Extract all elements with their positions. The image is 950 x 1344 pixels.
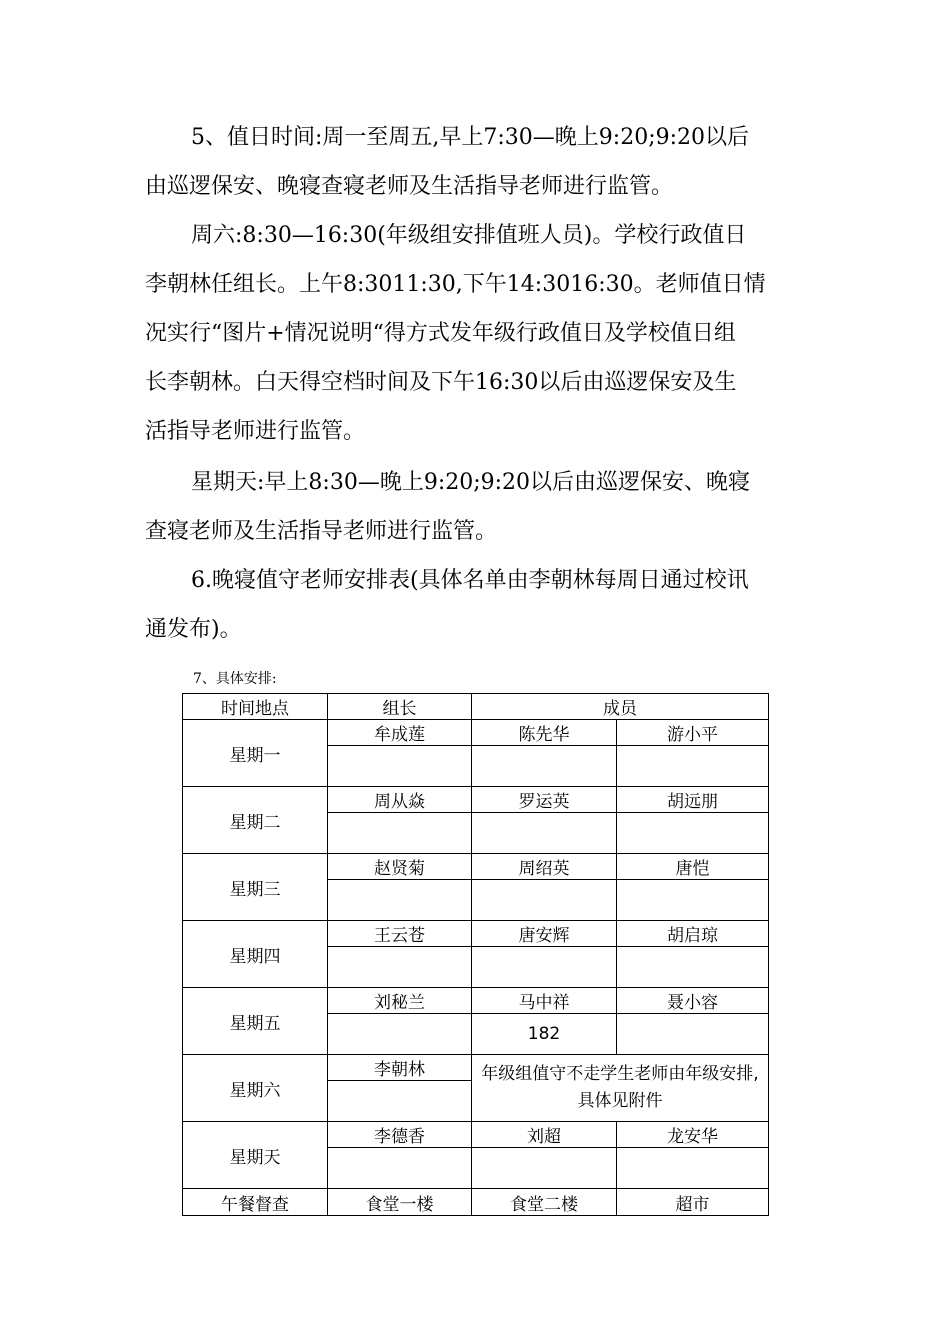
paragraph-sunday [145,458,810,556]
member-cell: 龙安华 [617,1122,769,1148]
leader-cell: 周从焱 [328,787,472,813]
empty-cell [328,1014,472,1055]
text-line: 5、值日时间:周一至周五,早上7:30—晚上9:20;9:20以后 [191,125,750,150]
day-cell: 星期四 [183,921,328,988]
header-time-place: 时间地点 [183,694,328,720]
lunch-label-cell: 午餐督查 [183,1189,328,1216]
member-cell: 胡启琼 [617,921,769,947]
empty-cell [617,880,769,921]
table-row [183,854,769,880]
paragraph-duty-time [145,113,810,211]
member-cell: 聂小容 [617,988,769,1014]
saturday-note-cell [472,1055,769,1122]
day-cell: 星期三 [183,854,328,921]
text-line: 查寝老师及生活指导老师进行监管。 [145,519,498,544]
member-cell: 刘超 [472,1122,617,1148]
text-line: 星期天:早上8:30—晚上9:20;9:20以后由巡逻保安、晚寝 [191,470,751,495]
day-cell: 星期一 [183,720,328,787]
member-cell: 唐安辉 [472,921,617,947]
empty-cell [617,1014,769,1055]
member-cell: 陈先华 [472,720,617,746]
leader-cell: 李朝林 [328,1055,472,1081]
member-cell: 唐恺 [617,854,769,880]
empty-cell [617,1148,769,1189]
empty-cell [617,746,769,787]
table-row [183,720,769,746]
empty-cell [328,1148,472,1189]
leader-cell: 王云苍 [328,921,472,947]
member-cell: 罗运英 [472,787,617,813]
lunch-place-cell: 食堂一楼 [328,1189,472,1216]
leader-cell: 李德香 [328,1122,472,1148]
day-cell: 星期五 [183,988,328,1055]
duty-schedule-table [182,693,769,1216]
table-row [183,787,769,813]
saturday-note: 年级组值守不走学生老师由年级安排,具体见附件 [481,1064,759,1111]
text-line: 6.晚寝值守老师安排表(具体名单由李朝林每周日通过校讯 [191,568,749,593]
table-row [183,1189,769,1216]
empty-cell [328,880,472,921]
text-line: 由巡逻保安、晚寝查寝老师及生活指导老师进行监管。 [145,174,674,199]
paragraph-night-duty [145,556,810,654]
empty-cell [328,1081,472,1122]
empty-cell [472,1148,617,1189]
member-cell: 马中祥 [472,988,617,1014]
text-line: 长李朝林。白天得空档时间及下午16:30以后由巡逻保安及生 [145,370,737,395]
lunch-place-cell: 食堂二楼 [472,1189,617,1216]
text-line: 李朝林任组长。上午8:3011:30,下午14:3016:30。老师值日情 [145,272,766,297]
table-row [183,921,769,947]
section-label: 7、具体安排: [193,671,277,687]
empty-cell [617,813,769,854]
lunch-place-cell: 超市 [617,1189,769,1216]
empty-cell [472,813,617,854]
extra-number-cell: 182 [472,1014,617,1055]
text-line: 况实行“图片+情况说明“得方式发年级行政值日及学校值日组 [145,321,736,346]
member-cell: 周绍英 [472,854,617,880]
text-line: 活指导老师进行监管。 [145,419,366,444]
leader-cell: 刘秘兰 [328,988,472,1014]
header-members: 成员 [472,694,769,720]
empty-cell [472,947,617,988]
leader-cell: 牟成莲 [328,720,472,746]
table-row [183,1055,769,1081]
member-cell: 游小平 [617,720,769,746]
day-cell: 星期六 [183,1055,328,1122]
empty-cell [328,947,472,988]
empty-cell [328,813,472,854]
empty-cell [617,947,769,988]
table-header-row [183,694,769,720]
text-line: 周六:8:30—16:30(年级组安排值班人员)。学校行政值日 [191,223,747,248]
day-cell: 星期天 [183,1122,328,1189]
member-cell: 胡远朋 [617,787,769,813]
table-row [183,1122,769,1148]
header-leader: 组长 [328,694,472,720]
empty-cell [472,880,617,921]
paragraph-saturday [145,211,810,456]
empty-cell [472,746,617,787]
table-row [183,988,769,1014]
empty-cell [328,746,472,787]
day-cell: 星期二 [183,787,328,854]
text-line: 通发布)。 [145,617,242,642]
leader-cell: 赵贤菊 [328,854,472,880]
